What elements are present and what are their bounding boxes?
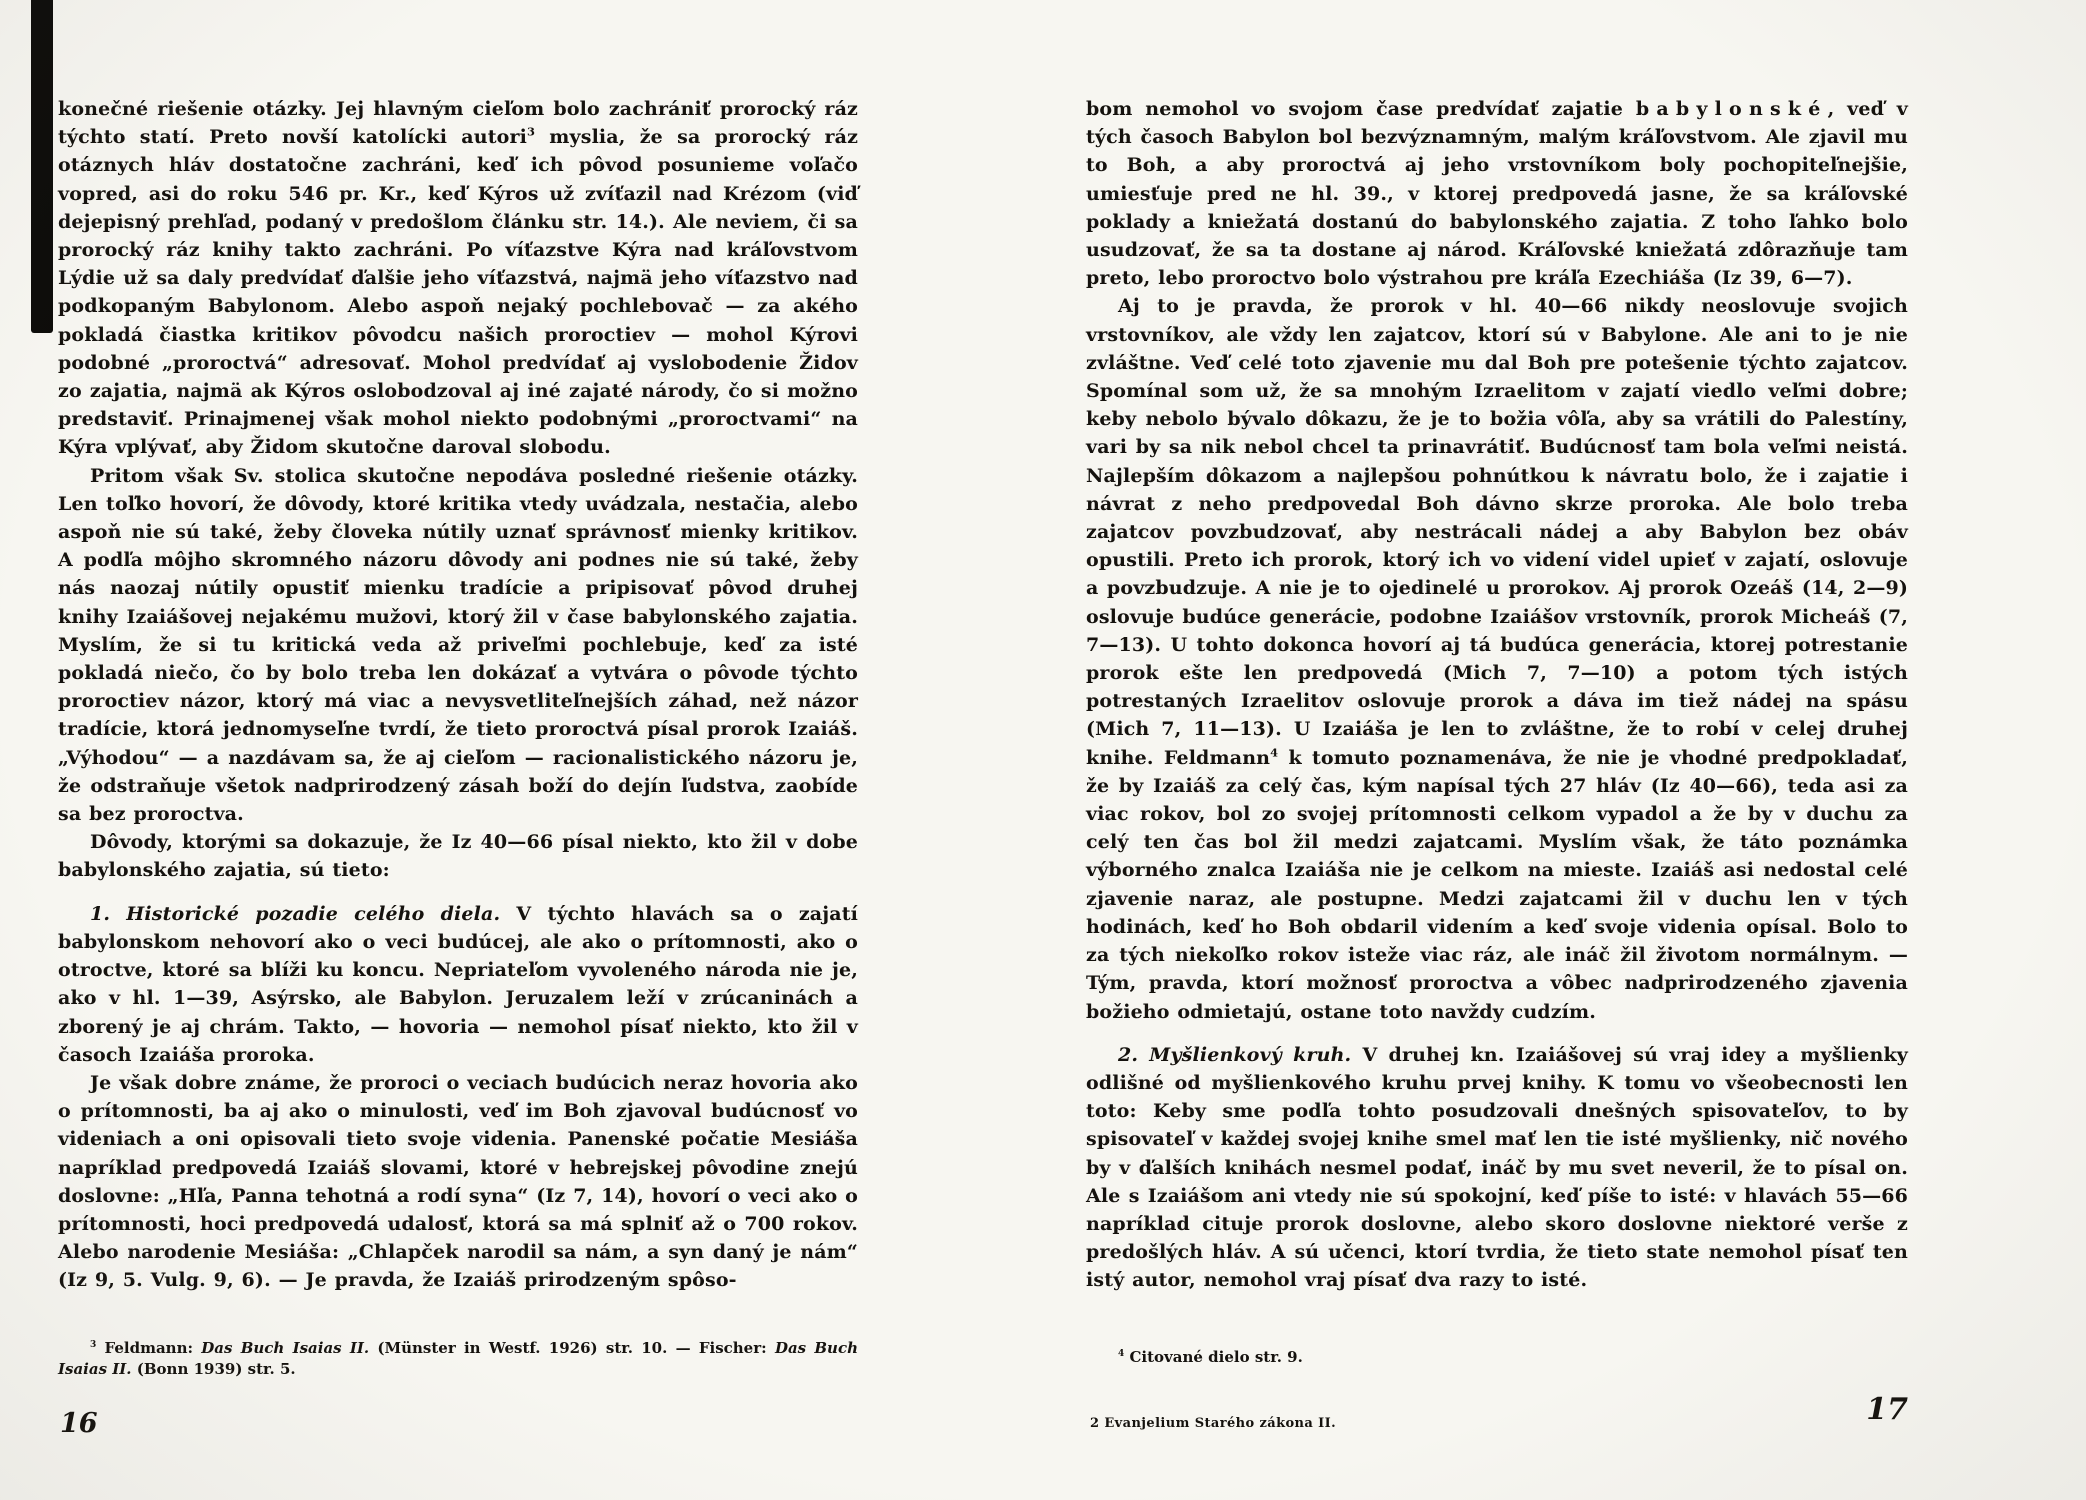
text-segment: Feldmann: — [96, 1339, 202, 1357]
text-segment: Citované dielo str. 9. — [1124, 1348, 1303, 1366]
text-segment-sup: 3 — [90, 1340, 97, 1350]
text-segment: Aj to je pravda, že prorok v hl. 40—66 nikdy neoslovuje svojich vrstovníkov, ale vždy len zajatcov, ktorí sú v Babylone. Ale ani to je nie zvláštne. Veď celé toto zjavenie mu dal Boh pre potešenie týchto zajatcov. Spomínal som už, že sa mnohým Izraelitom v zajatí viedlo veľmi dobre; keby nebolo bývalo dôkazu, že je to božia vôľa, aby sa vrátili do Palestíny, vari by sa nik nebol chcel ta prinavrátiť. Budúcnosť tam bola veľmi neistá. Najlepším dôkazom a najlepšou pohnútkou k návratu bolo, že i zajatie i návrat z neho predpovedal Boh dávno skrze proroka. Ale bolo treba zajatcov povzbudzovať, aby nestrácali nádej a aby Babylon bez obáv opustili. Preto ich prorok, ktorý ich vo videní videl upieť v zajatí, oslovuje a povzbudzuje. A nie je to ojedinelé u prorokov. Aj prorok Ozeáš (14, 2—9) oslovuje budúce generácie, podobne Izaiášov vrstovník, prorok Micheáš (7, 7—13). U tohto dokonca hovorí aj tá budúca generácia, ktorej potrestanie prorok ešte len predpovedá (Mich 7, 7—10) a potom tých istých potrestaných Izraelitov oslovuje prorok a dáva im tiež nádej na spásu (Mich 7, 11—13). U Izaiáša je len to zvláštne, že to robí v celej druhej knihe. Feldmann — [1086, 295, 1908, 769]
text-segment: Je však dobre známe, že proroci o veciach budúcich neraz hovoria ako o prítomnosti, ba aj ako o minulosti, veď im Boh zjavoval budúcnosť vo videniach a oni opisovali tieto svoje videnia. Panenské počatie Mesiáša napríklad predpovedá Izaiáš slovami, ktoré v hebrejskej pôvodine znejú doslovne: „Hľa, Panna tehotná a rodí syna“ (Iz 7, 14), hovorí o veci ako o prítomnosti, hoci predpovedá udalosť, ktorá sa má splniť až o 700 rokov. Alebo narodenie Mesiáša: „Chlapček narodil sa nám, a syn daný je nám“ (Iz 9, 5. Vulg. 9, 6). — Je pravda, že Izaiáš prirodzeným spôso- — [58, 1071, 858, 1292]
text-segment: k tomuto poznamenáva, že nie je vhodné predpokladať, že by Izaiáš za celý čas, kým napísal tých 27 hláv (Iz 40—66), teda asi za viac rokov, bol zo svojej prítomnosti celkom vypadol a že by v duchu za celý ten čas bol žil medzi zajatcami. Myslím však, že táto poznámka výborného znalca Izaiáša nie je celkom na mieste. Izaiáš asi nedostal celé zjavenie naraz, ale postupne. Medzi zajatcami žil v duchu len v tých hodinách, keď ho Boh obdaril videním a keď svoje videnia opísal. Bolo to za tých niekoľko rokov isteže viac ráz, ale ináč žil životom normálnym. — Tým, pravda, ktorí možnosť proroctva a vôbec nadprirodzeného zjavenia božieho odmietajú, ostane toto navždy cudzím. — [1086, 746, 1908, 1023]
scan-artifact-bar — [31, 0, 53, 333]
page-text — [1086, 95, 1908, 1295]
text-segment: V druhej kn. Izaiášovej sú vraj idey a myšlienky odlišné od myšlienkového kruhu prvej knihy. K tomu vo všeobecnosti len toto: Keby sme podľa tohto posudzovali dnešných spisovateľov, to by spisovateľ v každej svojej knihe smel mať len tie isté myšlienky, nič nového by v ďalších knihách nesmel podať, ináč by mu svet neveril, že to písal on. Ale s Izaiášom ani vtedy nie sú spokojní, keď píše to isté: v hlavách 55—66 napríklad cituje prorok doslovne, alebo skoro doslovne niektoré verše z predošlých hláv. A sú učenci, ktorí tvrdia, že tieto state nemohol písať ten istý autor, nemohol vraj písať dva razy to isté. — [1086, 1043, 1908, 1292]
paragraph — [1086, 95, 1908, 292]
text-segment: myslia, že sa prorocký ráz otáznych hláv dostatočne zachráni, keď ich pôvod posunieme voľačo vopred, asi do roku 546 pr. Kr., keď Kýros už zvíťazil nad Krézom (viď dejepisný prehľad, podaný v predošlom článku str. 14.). Ale neviem, či sa prorocký ráz knihy takto zachráni. Po víťazstve Kýra nad kráľovstvom Lýdie už sa daly predvídať ďalšie jeho víťazstvá, najmä jeho víťazstvo nad podkopaným Babylonom. Alebo aspoň nejaký pochlebovač — za akého pokladá čiastka kritikov pôvodcu našich proroctiev — mohol Kýrovi podobné „proroctvá“ adresovať. Mohol predvídať aj vyslobodenie Židov zo zajatia, najmä ak Kýros oslobodzoval aj iné zajaté národy, čo si možno predstaviť. Prinajmenej však mohol niekto podobnými „proroctvami“ na Kýra vplývať, aby Židom skutočne daroval slobodu. — [58, 126, 859, 459]
paragraph — [58, 828, 858, 884]
paragraph — [1086, 292, 1908, 1025]
page-number-left: 16 — [60, 1408, 98, 1439]
text-segment: (Münster in Westf. 1926) str. 10. — Fischer: — [369, 1339, 775, 1357]
text-segment-spaced: babylonské — [1635, 98, 1828, 120]
text-segment-italic: 2. Myšlienkový kruh. — [1118, 1043, 1352, 1066]
paragraph — [58, 462, 858, 829]
text-segment-sup: 4 — [1270, 745, 1279, 760]
text-segment-sup: 4 — [1118, 1349, 1125, 1359]
text-segment: , veď v tých časoch Babylon bol bezvýznamným, malým kráľovstvom. Ale zjavil mu to Boh, a aby proroctvá aj jeho vrstovníkom boly pochopiteľnejšie, umiesťuje pred ne hl. 39., v ktorej predpovedá jasne, že sa kráľovské poklady a kniežatá dostanú do babylonského zajatia. Z toho ľahko bolo usudzovať, že sa ta dostane aj národ. Kráľovské kniežatá zdôrazňuje tam preto, lebo proroctvo bolo výstrahou pre kráľa Ezechiáša (Iz 39, 6—7). — [1086, 98, 1908, 290]
text-segment-sup: 3 — [527, 124, 536, 139]
page-number-right: 17 — [1866, 1392, 1908, 1427]
text-segment-italic: Das Buch Isaias II. — [58, 1339, 858, 1378]
page-text — [58, 95, 858, 1295]
text-segment: (Bonn 1939) str. 5. — [131, 1360, 296, 1378]
paragraph — [58, 1069, 858, 1295]
text-segment: konečné riešenie otázky. Jej hlavným cieľom bolo zachrániť prorocký ráz týchto statí. Preto novší katolícki autori — [58, 98, 858, 149]
running-footer: 2 Evanjelium Starého zákona II. — [1090, 1416, 1337, 1431]
paragraph — [58, 900, 858, 1069]
text-segment: Dôvody, ktorými sa dokazuje, že Iz 40—66 písal niekto, kto žil v dobe babylonského zajatia, sú tieto: — [58, 831, 858, 882]
text-segment: bom nemohol vo svojom čase predvídať zajatie — [1086, 98, 1636, 120]
text-segment: V týchto hlavách sa o zajatí babylonskom nehovorí ako o veci budúcej, ale ako o prítomnosti, ako o otroctve, ktoré sa blíži ku koncu. Nepriateľom vyvoleného národa nie je, ako v hl. 1—39, Asýrsko, ale Babylon. Jeruzalem leží v zrúcaninách a zborený je aj chrám. Takto, — hovoria — nemohol písať niekto, kto žil v časoch Izaiáša proroka. — [58, 902, 859, 1066]
right-page — [1086, 95, 1908, 1485]
footnote — [1086, 1347, 1579, 1368]
text-segment-italic: Das Buch Isaias II. — [201, 1339, 370, 1357]
footnote — [58, 1338, 858, 1380]
paragraph — [1086, 1041, 1908, 1295]
text-segment: Pritom však Sv. stolica skutočne nepodáva posledné riešenie otázky. Len toľko hovorí, že dôvody, ktoré kritika vtedy uvádzala, nestačia, alebo aspoň nie sú také, žeby človeka nútily uznať správnosť mienky kritikov. A podľa môjho skromného názoru dôvody ani podnes nie sú také, žeby nás naozaj nútily opustiť mienku tradície a pripisovať pôvod druhej knihy Izaiášovej nejakému mužovi, ktorý žil v čase babylonského zajatia. Myslím, že si tu kritická veda až priveľmi pochlebuje, keď za isté pokladá niečo, čo by bolo treba len dokázať a vytvára o pôvode týchto proroctiev názor, ktorý má viac a nevysvetliteľnejších záhad, než názor tradície, ktorá jednomyseľne tvrdí, že tieto proroctvá písal prorok Izaiáš. „Výhodou“ — a nazdávam sa, že aj cieľom — racionalistického názoru je, že odstraňuje všetok nadprirodzený zásah boží do dejín ľudstva, zaobíde sa bez proroctva. — [58, 464, 858, 826]
paragraph — [58, 95, 858, 462]
text-segment-italic: 1. Historické pozadie celého diela. — [90, 902, 501, 925]
left-page — [58, 95, 858, 1485]
